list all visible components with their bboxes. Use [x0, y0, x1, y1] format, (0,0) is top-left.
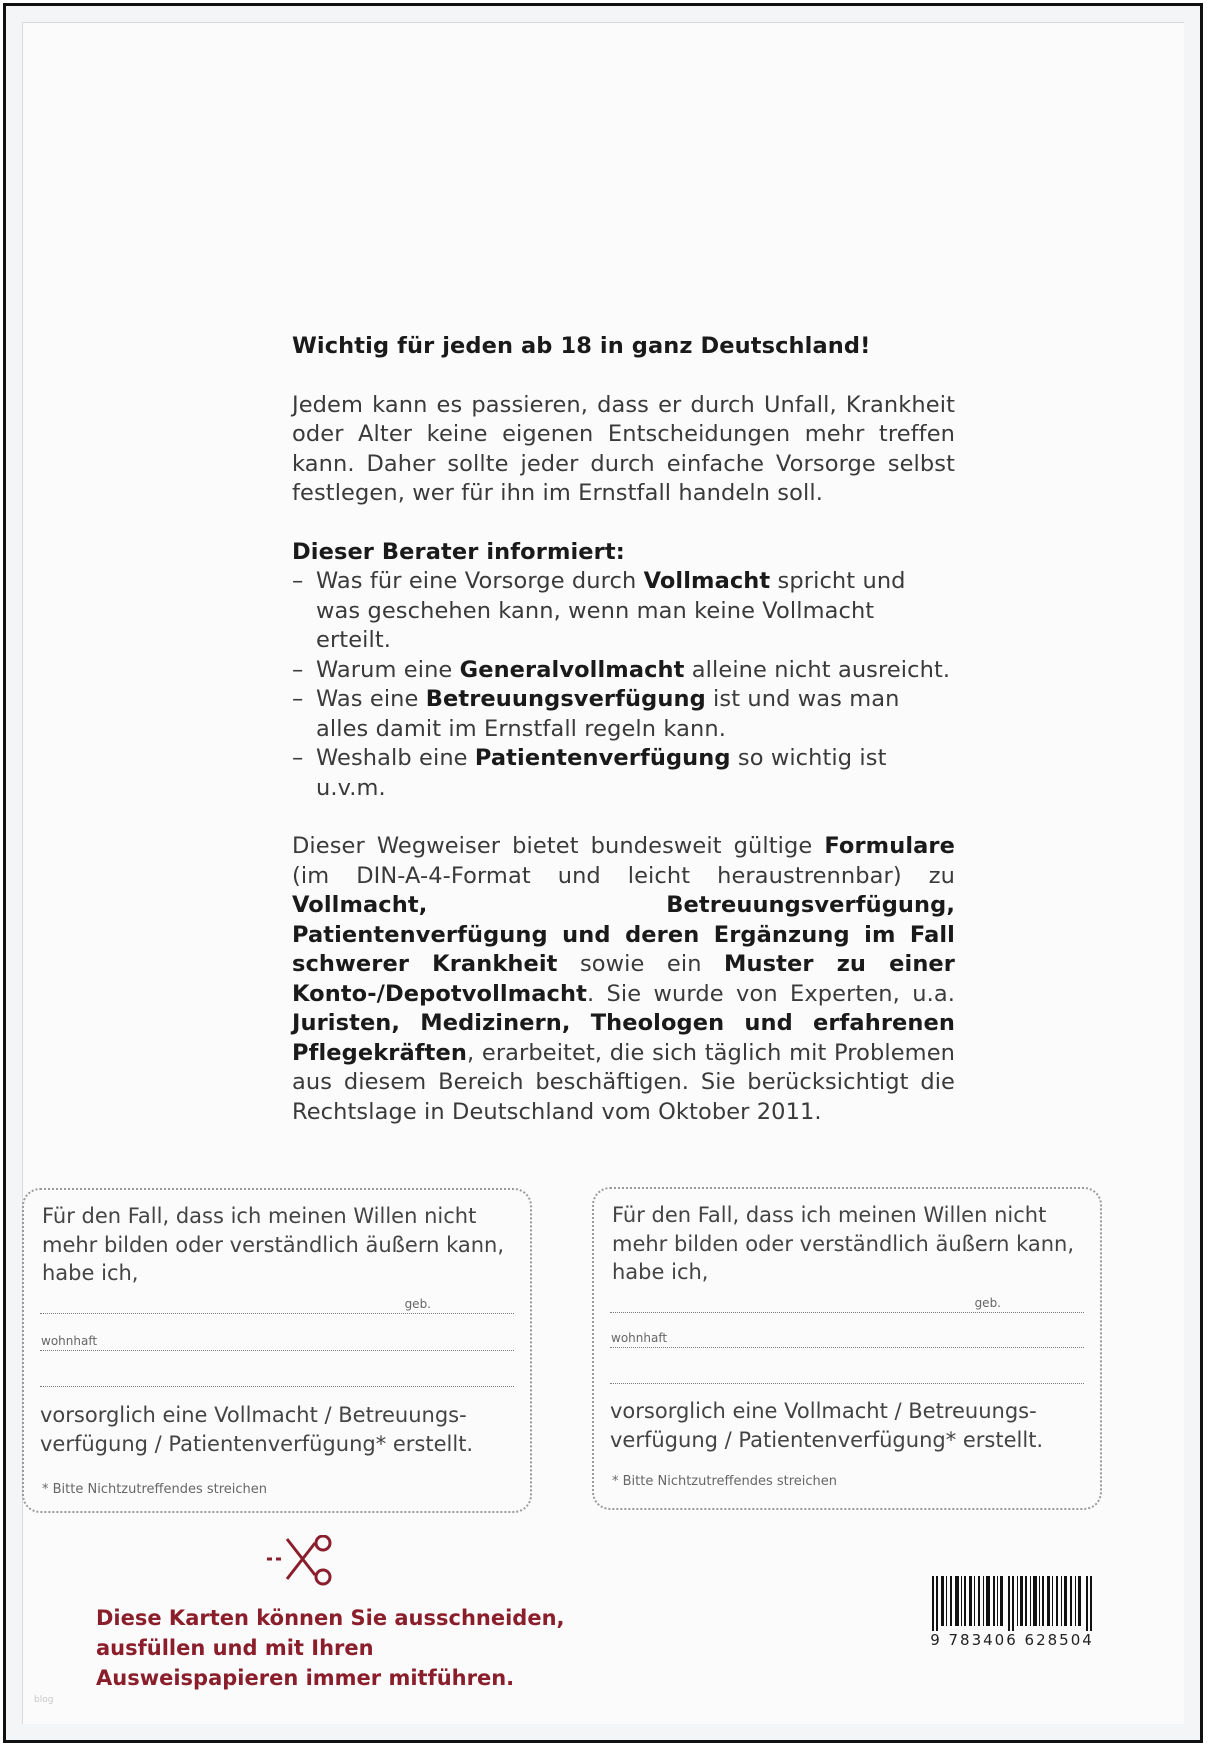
- list-item: – Was eine Betreuungsverfügung ist und was man alles damit im Ernstfall regeln kann.: [292, 685, 955, 744]
- intro-paragraph: Jedem kann es passieren, dass er durch Unfall, Krankheit oder Alter keine eigenen Entscheidungen mehr treffen kann. Daher sollte jeder durch einfache Vorsorge selbst festlegen, wer für ihn im Ernstfall handeln soll.: [292, 391, 955, 506]
- cutout-card-left: [22, 1188, 532, 1513]
- list-item: – Was für eine Vorsorge durch Vollmacht spricht und was geschehen kann, wenn man keine Vollmacht erteilt.: [292, 567, 955, 656]
- isbn-number: 9 783406 628504: [930, 1631, 1094, 1649]
- card-intro: Für den Fall, dass ich meinen Willen nicht mehr bilden oder verständlich äußern kann, habe ich,: [612, 1203, 1075, 1284]
- address-line[interactable]: [40, 1332, 514, 1351]
- address-line-2[interactable]: [610, 1365, 1084, 1384]
- wohnhaft-label: wohnhaft: [608, 1331, 670, 1345]
- page-heading: Wichtig für jeden ab 18 in ganz Deutschland!: [292, 333, 871, 359]
- list-item: – Weshalb eine Patientenverfügung so wichtig ist u.v.m.: [292, 744, 955, 803]
- wegweiser-paragraph: Dieser Wegweiser bietet bundesweit gültige Formulare (im DIN-A-4-Format und leicht heraustrennbar) zu Vollmacht, Betreuungsverfügung, Patientenverfügung und deren Ergänzung im Fall schwerer Krankheit sowie ein Muster zu einer Konto-/Depotvollmacht. Sie wurde von Experten, u.a. Juristen, Medizinern, Theologen und erfahrenen Pflegekräften, erarbeitet, die sich täglich mit Problemen aus diesem Bereich beschäftigen. Sie berücksichtigt die Rechtslage in Deutschland vom Oktober 2011.: [292, 833, 955, 1125]
- watermark: blog: [34, 1695, 54, 1705]
- cut-note: Diese Karten können Sie ausschneiden, ausfüllen und mit Ihren Ausweispapieren immer mitführen.: [96, 1606, 565, 1690]
- card-footnote: * Bitte Nichtzutreffendes streichen: [612, 1474, 838, 1489]
- wohnhaft-label: wohnhaft: [38, 1334, 100, 1348]
- main-text: [292, 332, 955, 1127]
- card-end: vorsorglich eine Vollmacht / Betreuungs- verfügung / Patientenverfügung* erstellt.: [610, 1399, 1044, 1452]
- name-line[interactable]: [610, 1294, 1084, 1313]
- scissors-icon: [265, 1535, 337, 1587]
- geb-label: geb.: [402, 1297, 434, 1311]
- name-line[interactable]: [40, 1295, 514, 1314]
- barcode: [932, 1576, 1092, 1631]
- geb-label: geb.: [972, 1296, 1004, 1310]
- address-line-2[interactable]: [40, 1368, 514, 1387]
- berater-title: Dieser Berater informiert:: [292, 538, 625, 565]
- card-footnote: * Bitte Nichtzutreffendes streichen: [42, 1482, 268, 1497]
- berater-list: [292, 567, 955, 803]
- card-intro: Für den Fall, dass ich meinen Willen nicht mehr bilden oder verständlich äußern kann, habe ich,: [42, 1204, 505, 1285]
- address-line[interactable]: [610, 1329, 1084, 1348]
- list-item: – Warum eine Generalvollmacht alleine nicht ausreicht.: [292, 656, 955, 686]
- card-end: vorsorglich eine Vollmacht / Betreuungs- verfügung / Patientenverfügung* erstellt.: [40, 1403, 474, 1456]
- cutout-card-right: [592, 1187, 1102, 1510]
